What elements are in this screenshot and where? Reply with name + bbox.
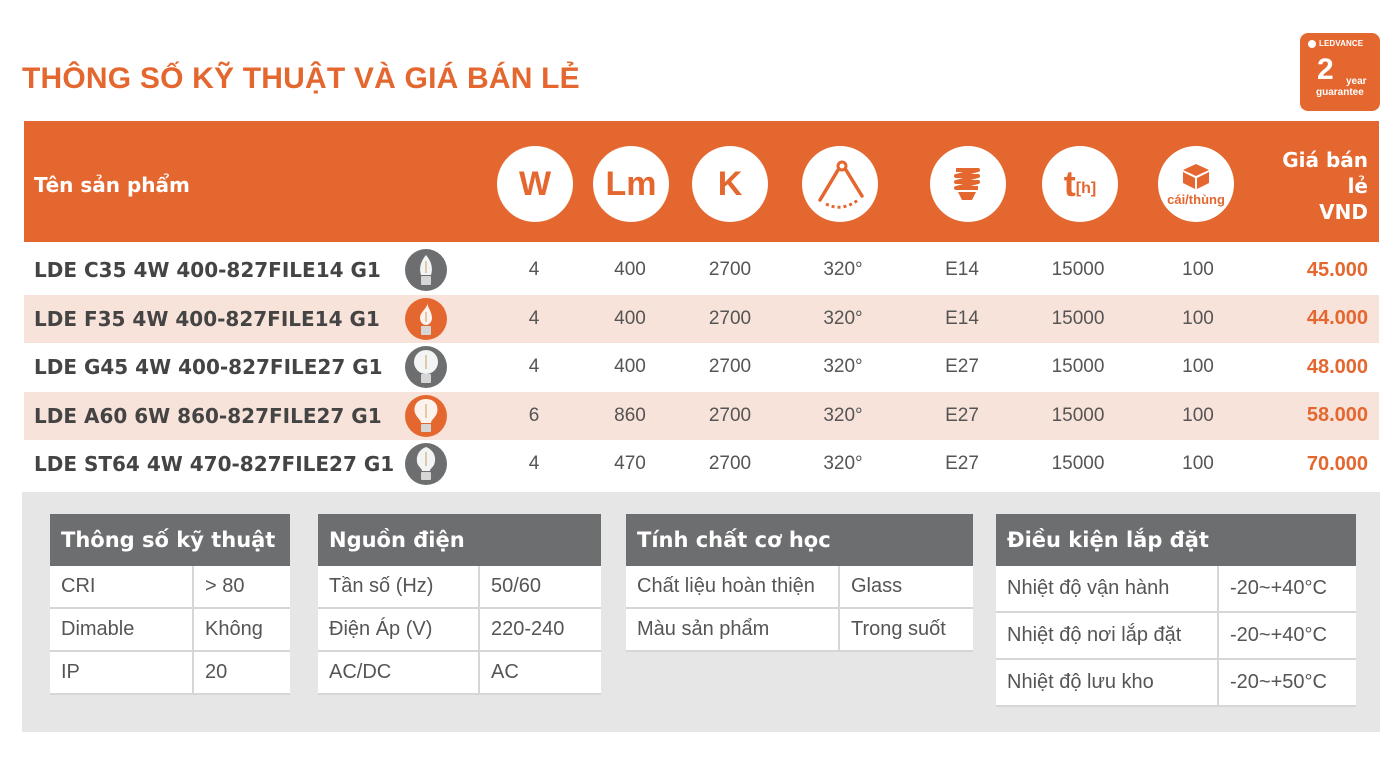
spec-key: Điện Áp (V) (318, 609, 480, 650)
candle-bulb-icon (405, 249, 447, 291)
spec-row (996, 566, 1356, 613)
box-icon (1181, 162, 1211, 190)
guarantee-badge (1300, 33, 1380, 111)
cell-lm: 470 (614, 453, 646, 475)
spec-table (318, 514, 601, 695)
cell-box: 100 (1182, 453, 1214, 475)
lifetime-icon (1042, 146, 1118, 222)
classic-bulb-icon (405, 395, 447, 437)
cell-box: 100 (1182, 307, 1214, 329)
product-image (405, 343, 447, 391)
cell-lm: 400 (614, 307, 646, 329)
spec-row (50, 609, 290, 652)
product-name: LDE ST64 4W 470-827FILE27 G1 (34, 452, 395, 477)
spec-value: Không (205, 618, 263, 640)
table-row (24, 343, 1379, 391)
table-header (24, 121, 1379, 242)
cell-lm: 400 (614, 356, 646, 378)
product-price: 44.000 (1306, 307, 1368, 330)
spec-key: CRI (50, 566, 194, 607)
spec-row (318, 652, 601, 695)
edison-bulb-icon (405, 443, 447, 485)
cell-hours: 15000 (1051, 404, 1105, 426)
kelvin-icon (692, 146, 768, 222)
cell-angle: 320° (823, 453, 863, 475)
cell-angle: 320° (823, 404, 863, 426)
cell-hours: 15000 (1051, 259, 1105, 280)
brand-row (1308, 39, 1363, 48)
spec-key: AC/DC (318, 652, 480, 693)
spec-key: Nhiệt độ lưu kho (996, 660, 1219, 705)
lumen-icon (593, 146, 669, 222)
spec-row (996, 613, 1356, 660)
lifetime-t: t (1063, 163, 1076, 204)
spec-key: Dimable (50, 609, 194, 650)
spec-row (50, 652, 290, 695)
cell-lm: 400 (614, 259, 646, 280)
cell-hours: 15000 (1051, 453, 1105, 475)
spec-row (626, 566, 973, 609)
globe-bulb-icon (405, 346, 447, 388)
spec-row (318, 566, 601, 609)
cell-box: 100 (1182, 259, 1214, 280)
spec-value: 220-240 (491, 618, 565, 640)
table-row (24, 440, 1379, 488)
watt-icon (497, 146, 573, 222)
spec-table (50, 514, 290, 695)
product-image (405, 440, 447, 488)
lamp-base-icon (930, 146, 1006, 222)
box-quantity-icon (1158, 146, 1234, 222)
spec-value: -20~+50°C (1230, 671, 1327, 693)
lifetime-h: [h] (1075, 180, 1097, 197)
header-price-line1: Giá bán (1282, 148, 1368, 172)
spec-value: Trong suốt (851, 618, 946, 640)
header-price-line2: lẻ (1347, 174, 1368, 198)
cell-lm: 860 (614, 404, 646, 426)
flame-bulb-icon (405, 298, 447, 340)
product-price: 48.000 (1306, 355, 1368, 378)
cell-w: 6 (528, 404, 540, 426)
spec-table-title: Tính chất cơ học (626, 514, 973, 566)
cell-k: 2700 (708, 307, 752, 329)
spec-key: Nhiệt độ vận hành (996, 566, 1219, 611)
cell-box: 100 (1182, 356, 1214, 378)
spec-value: AC (491, 661, 519, 683)
header-price (1268, 147, 1368, 225)
cell-k: 2700 (708, 404, 752, 426)
product-name: LDE F35 4W 400-827FILE14 G1 (34, 306, 380, 331)
guarantee-year-word: year (1346, 76, 1367, 87)
brand-name: LEDVANCE (1319, 39, 1364, 48)
spec-key: Nhiệt độ nơi lắp đặt (996, 613, 1219, 658)
product-image (405, 392, 447, 440)
spec-table-title: Thông số kỹ thuật (50, 514, 290, 566)
cell-k: 2700 (708, 356, 752, 378)
page-title: THÔNG SỐ KỸ THUẬT VÀ GIÁ BÁN LẺ (22, 62, 580, 95)
ledvance-logo-icon (1308, 40, 1316, 48)
spec-row (626, 609, 973, 652)
product-price: 45.000 (1306, 258, 1368, 281)
spec-row (50, 566, 290, 609)
box-quantity-label: cái/thùng (1167, 191, 1225, 207)
spec-row (318, 609, 601, 652)
spec-table-title: Điều kiện lắp đặt (996, 514, 1356, 566)
spec-table (996, 514, 1356, 707)
spec-value: Glass (851, 575, 903, 597)
guarantee-years: 2 (1317, 53, 1334, 86)
cell-base: E27 (945, 356, 979, 378)
table-row (24, 246, 1379, 294)
cell-base: E14 (945, 259, 979, 280)
product-price: 58.000 (1306, 404, 1368, 427)
cell-hours: 15000 (1051, 307, 1105, 329)
kelvin-label: K (717, 164, 743, 203)
table-row (24, 295, 1379, 343)
spec-value: > 80 (205, 575, 245, 597)
spec-key: Tần số (Hz) (318, 566, 480, 607)
cell-k: 2700 (708, 453, 752, 475)
product-name: LDE G45 4W 400-827FILE27 G1 (34, 355, 383, 380)
cell-w: 4 (528, 453, 540, 475)
product-image (405, 246, 447, 294)
cell-w: 4 (528, 259, 540, 280)
product-name: LDE A60 6W 860-827FILE27 G1 (34, 403, 382, 428)
spec-table (626, 514, 973, 652)
cell-angle: 320° (823, 356, 863, 378)
spec-value: 20 (205, 661, 228, 683)
lamp-base-svg (948, 162, 988, 206)
cell-angle: 320° (823, 307, 863, 329)
cell-box: 100 (1182, 404, 1214, 426)
beam-angle-svg (812, 156, 868, 212)
spec-table-title: Nguồn điện (318, 514, 601, 566)
spec-key: Màu sản phẩm (626, 609, 840, 650)
spec-value: 50/60 (491, 575, 542, 597)
spec-value: -20~+40°C (1230, 624, 1327, 646)
spec-key: Chất liệu hoàn thiện (626, 566, 840, 607)
product-price: 70.000 (1306, 452, 1368, 475)
cell-w: 4 (528, 307, 540, 329)
spec-key: IP (50, 652, 194, 693)
product-name: LDE C35 4W 400-827FILE14 G1 (34, 258, 381, 282)
cell-k: 2700 (708, 259, 752, 280)
header-product-name: Tên sản phẩm (34, 173, 190, 197)
spec-row (996, 660, 1356, 707)
cell-angle: 320° (823, 259, 863, 280)
cell-base: E27 (945, 453, 979, 475)
cell-hours: 15000 (1051, 356, 1105, 378)
product-image (405, 295, 447, 343)
header-price-line3: VND (1319, 200, 1368, 224)
cell-w: 4 (528, 356, 540, 378)
cell-base: E27 (945, 404, 979, 426)
watt-label: W (518, 164, 552, 203)
beam-angle-icon (802, 146, 878, 222)
spec-value: -20~+40°C (1230, 577, 1327, 599)
specifications-panel (22, 492, 1380, 732)
cell-base: E14 (945, 307, 979, 329)
guarantee-word: guarantee (1316, 87, 1364, 98)
table-row (24, 392, 1379, 440)
lumen-label: Lm (605, 164, 657, 203)
